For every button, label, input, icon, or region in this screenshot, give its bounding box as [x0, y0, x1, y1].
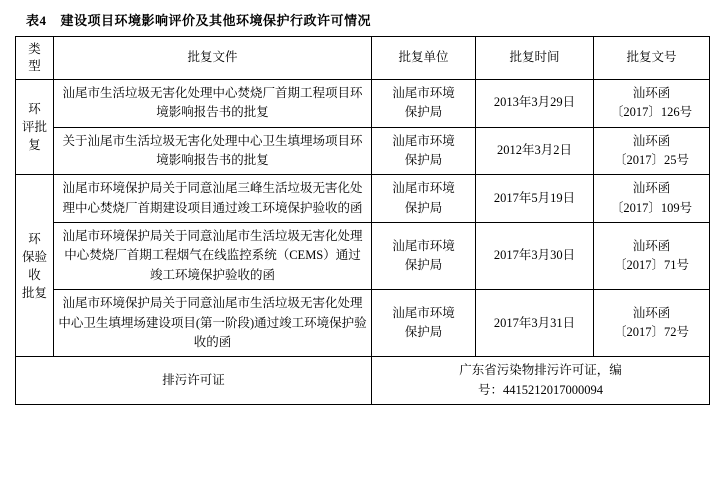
- cell-unit-line2: 保护局: [404, 258, 443, 273]
- cell-unit-line1: 汕尾市环境: [392, 133, 455, 148]
- cell-number-line2: 〔2017〕71号: [613, 258, 689, 273]
- cell-time: 2012年3月2日: [476, 127, 594, 175]
- cell-document: 汕尾市环境保护局关于同意汕尾市生活垃圾无害化处理中心焚烧厂首期工程烟气在线监控系统（CEMS）通过竣工环境保护验收的函: [54, 223, 372, 290]
- cell-unit: [372, 79, 476, 127]
- cell-number-line1: 汕环函: [632, 238, 671, 253]
- cell-number-line1: 汕环函: [632, 85, 671, 100]
- cell-unit-line2: 保护局: [404, 152, 443, 167]
- cell-unit: [372, 175, 476, 223]
- cell-unit: [372, 223, 476, 290]
- cell-unit-line2: 保护局: [404, 105, 443, 120]
- cell-document: 关于汕尾市生活垃圾无害化处理中心卫生填埋场项目环境影响报告书的批复: [54, 127, 372, 175]
- cell-unit-line1: 汕尾市环境: [392, 181, 455, 196]
- table-row-permit: [16, 357, 710, 405]
- table-row: [16, 79, 710, 127]
- cell-time: 2017年5月19日: [476, 175, 594, 223]
- header-type-line2: 型: [28, 58, 41, 73]
- group-label-eia: [16, 79, 54, 175]
- cell-number-line2: 〔2017〕25号: [613, 152, 689, 167]
- cell-time: 2017年3月31日: [476, 290, 594, 357]
- header-number: 批复文号: [594, 37, 710, 80]
- group-label-acceptance-line2: 保验收: [21, 249, 47, 282]
- permit-value-line1: 广东省污染物排污许可证，编: [459, 363, 622, 378]
- cell-unit-line1: 汕尾市环境: [392, 238, 455, 253]
- cell-number: [594, 175, 710, 223]
- cell-number: [594, 127, 710, 175]
- cell-number: [594, 79, 710, 127]
- cell-unit-line1: 汕尾市环境: [392, 305, 455, 320]
- cell-unit-line1: 汕尾市环境: [392, 85, 455, 100]
- caption-text: 建设项目环境影响评价及其他环境保护行政许可情况: [60, 13, 372, 28]
- header-unit: 批复单位: [372, 37, 476, 80]
- approval-table: [15, 36, 710, 405]
- permit-value-line2: 号：4415212017000094: [477, 382, 603, 397]
- cell-time: 2013年3月29日: [476, 79, 594, 127]
- cell-document: 汕尾市环境保护局关于同意汕尾市生活垃圾无害化处理中心卫生填埋场建设项目(第一阶段)通过竣工环境保护验收的函: [54, 290, 372, 357]
- cell-number-line2: 〔2017〕109号: [610, 200, 693, 215]
- cell-number-line1: 汕环函: [632, 181, 671, 196]
- group-label-acceptance-line1: 环: [28, 231, 41, 246]
- cell-number-line1: 汕环函: [632, 133, 671, 148]
- group-label-eia-line2: 评批复: [21, 119, 47, 153]
- group-label-acceptance: [16, 175, 54, 357]
- cell-document: 汕尾市生活垃圾无害化处理中心焚烧厂首期工程项目环境影响报告书的批复: [54, 79, 372, 127]
- header-time: 批复时间: [476, 37, 594, 80]
- cell-unit: [372, 290, 476, 357]
- header-type-line1: 类: [28, 42, 41, 56]
- cell-number: [594, 290, 710, 357]
- group-label-acceptance-line3: 批复: [21, 285, 47, 300]
- cell-unit-line2: 保护局: [404, 200, 443, 215]
- table-row: [16, 290, 710, 357]
- header-type: [16, 37, 54, 80]
- caption-number: 表4: [26, 13, 47, 28]
- cell-number-line2: 〔2017〕126号: [610, 105, 693, 120]
- cell-number-line2: 〔2017〕72号: [613, 325, 689, 340]
- cell-unit-line2: 保护局: [404, 325, 443, 340]
- permit-label: 排污许可证: [16, 357, 372, 405]
- table-row: [16, 223, 710, 290]
- header-document: 批复文件: [54, 37, 372, 80]
- table-row: [16, 127, 710, 175]
- cell-number: [594, 223, 710, 290]
- cell-number-line1: 汕环函: [632, 305, 671, 320]
- table-caption: [26, 10, 713, 29]
- cell-document: 汕尾市环境保护局关于同意汕尾三峰生活垃圾无害化处理中心焚烧厂首期建设项目通过竣工环境保护验收的函: [54, 175, 372, 223]
- table-header-row: [16, 37, 710, 80]
- cell-time: 2017年3月30日: [476, 223, 594, 290]
- permit-value: [372, 357, 710, 405]
- cell-unit: [372, 127, 476, 175]
- table-row: [16, 175, 710, 223]
- group-label-eia-line1: 环: [28, 101, 41, 116]
